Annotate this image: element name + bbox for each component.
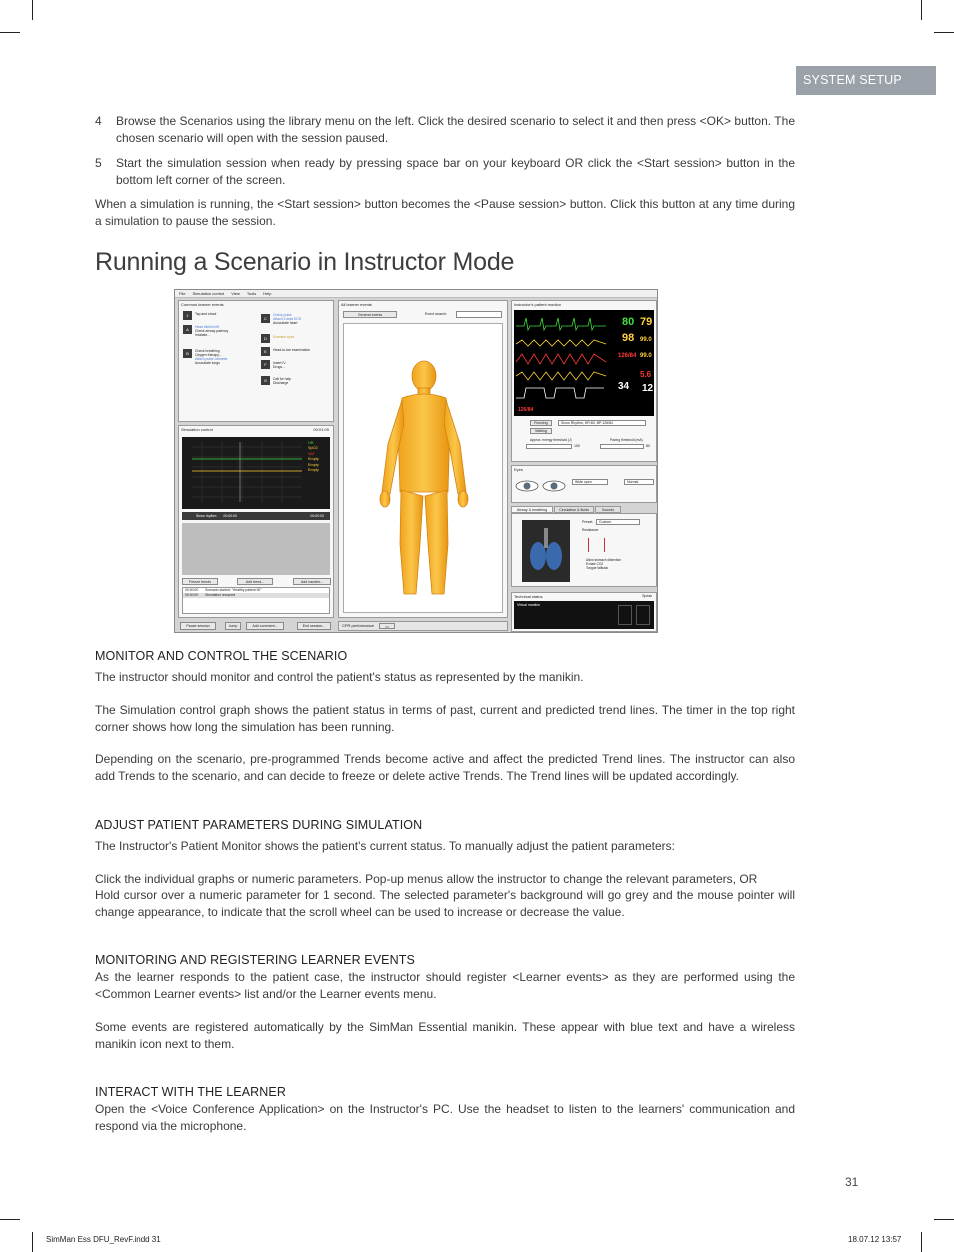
tab-circulation-fluids[interactable]: Circulation & fluids: [554, 506, 594, 513]
tech-status-value: Virtual manikin: [517, 603, 540, 607]
step-item: [95, 155, 799, 188]
pacing-slider[interactable]: [600, 444, 644, 449]
crop-mark: [32, 1232, 33, 1252]
lungs-icon: [522, 520, 570, 582]
footer-timestamp: 18.07.12 13:57: [848, 1235, 902, 1244]
preset-select[interactable]: Custom: [596, 519, 640, 525]
resistance-controls[interactable]: [582, 534, 612, 554]
event-label[interactable]: Discharge: [273, 381, 289, 385]
simulation-control-pane: [178, 425, 334, 618]
event-key: A: [183, 325, 192, 334]
tab-sounds[interactable]: Sounds: [595, 506, 621, 513]
rhythm-field[interactable]: Sinus Rhythm, HR:80, BP:126/84: [558, 420, 646, 426]
pane-title: Technical status: [514, 594, 543, 599]
event-key: C: [261, 314, 270, 323]
crop-mark: [921, 0, 922, 20]
event-key: E: [261, 347, 270, 356]
pause-session-button[interactable]: Pause session: [180, 622, 216, 630]
step-text: Start the simulation session when ready by pressing space bar on your keyboard OR click the <Start session> button in the bottom left corner of the screen.: [116, 156, 799, 187]
paragraph: Depending on the scenario, pre-programmed Trends become active and affect the predicted Trend lines. The instructor can also add Trends to the scenario, and can decide to freeze or delete active Trends. The Trend lines will be updated accordingly.: [95, 752, 795, 783]
crop-mark: [0, 32, 20, 33]
cpr-label: CPR performance: [342, 623, 375, 628]
trend-time: 00:00:00: [310, 514, 324, 518]
paragraph: The Instructor's Patient Monitor shows the patient's current status. To manually adjust the patient parameters:: [95, 839, 675, 853]
trend-bar[interactable]: [182, 512, 330, 520]
event-log: [182, 587, 330, 614]
body-area[interactable]: [343, 323, 503, 613]
vital-value[interactable]: 98: [622, 332, 635, 344]
energy-label: Approx. energy threshold (J): [530, 438, 572, 442]
cpr-expand-button[interactable]: >>: [379, 623, 395, 629]
trend-name: Sinus rhythm: [196, 514, 217, 518]
menu-item[interactable]: Simulation control: [192, 291, 225, 296]
paragraph: Click the individual graphs or numeric parameters. Pop-up menus allow the instructor to change the relevant parameters, OR: [95, 872, 758, 886]
event-label[interactable]: Drugs...: [273, 365, 285, 369]
end-session-button[interactable]: End session...: [297, 622, 331, 630]
event-label[interactable]: Call for help: [273, 377, 292, 381]
vital-value[interactable]: 99.0: [640, 337, 652, 343]
step-number: 4: [95, 114, 102, 128]
general-events-button[interactable]: General events: [343, 311, 397, 318]
footer-filename: SimMan Ess DFU_RevF.indd 31: [46, 1235, 161, 1244]
menu-item[interactable]: Tools: [246, 291, 257, 296]
log-text: Scenario started: "Healthy patient 30": [205, 588, 262, 592]
event-key: G: [261, 376, 270, 385]
event-label[interactable]: Intubate...: [195, 333, 211, 337]
manikin-status-icon: [618, 605, 632, 625]
crop-mark: [921, 1232, 922, 1252]
event-label[interactable]: Auscultate heart: [273, 321, 298, 325]
section-heading: MONITOR AND CONTROL THE SCENARIO: [95, 649, 348, 663]
event-search-input[interactable]: [456, 311, 502, 318]
menu-item[interactable]: File: [179, 291, 186, 296]
waiting-button[interactable]: Waiting: [530, 428, 552, 434]
vital-value[interactable]: 126/84: [618, 353, 637, 359]
trend-graph[interactable]: [182, 437, 330, 509]
event-key: B: [183, 349, 192, 358]
event-key: F: [261, 360, 270, 369]
event-label[interactable]: Head-to-toe examination: [273, 348, 311, 352]
step-item: [95, 113, 799, 146]
technical-status-pane: [511, 592, 657, 632]
trend-label: HR: [308, 441, 314, 445]
tab-airway-breathing[interactable]: Airway & breathing: [511, 506, 553, 513]
event-key: 1: [183, 311, 192, 320]
instructor-app-screenshot: [174, 289, 658, 633]
event-label[interactable]: Auscultate lungs: [195, 361, 220, 365]
pane-title: Simulation control: [181, 427, 213, 432]
event-label[interactable]: Check breathing: [195, 349, 220, 353]
pane-title: Eyes: [514, 467, 523, 472]
event-label[interactable]: Check airway patency: [195, 329, 229, 333]
common-events-pane: [178, 300, 334, 422]
add-handler-button[interactable]: Add handler...: [293, 578, 331, 585]
add-trend-button[interactable]: Add trend...: [237, 578, 273, 585]
trend-time: 00:00:00: [223, 514, 238, 518]
event-label[interactable]: Oxygen therapy...: [195, 353, 222, 357]
section-badge: SYSTEM SETUP: [796, 66, 936, 95]
patient-monitor-pane: [511, 300, 657, 462]
vital-value[interactable]: 80: [622, 316, 635, 328]
event-label[interactable]: Tap and shout: [195, 312, 217, 316]
preset-label: Preset:: [582, 520, 594, 524]
event-label[interactable]: Attach pulse oximeter: [195, 357, 228, 361]
simulation-timer: 00:01:09: [313, 427, 329, 432]
airway-check[interactable]: Tongue fallback: [586, 566, 609, 570]
airway-check[interactable]: Allow stomach distention: [586, 558, 622, 562]
manikin-figure[interactable]: [344, 324, 502, 612]
intro-paragraph: When a simulation is running, the <Start session> button becomes the <Pause session> button. Click this button at any time during a simulation to pause the session.: [95, 197, 795, 228]
pacing-value[interactable]: 80: [646, 444, 650, 448]
vital-value[interactable]: 12: [642, 383, 654, 394]
eyes-select[interactable]: Wide open: [572, 479, 608, 485]
running-button[interactable]: Running: [530, 420, 552, 426]
jump-button[interactable]: Jump: [225, 622, 241, 630]
event-key: D: [261, 334, 270, 343]
paragraph: As the learner responds to the patient case, the instructor should register <Learner events> as they are performed using the <Common Learner events> list and/or the Learner events menu.: [95, 970, 795, 1001]
paragraph: The instructor should monitor and control the patient's status as represented by the manikin.: [95, 670, 584, 684]
crop-mark: [32, 0, 33, 20]
tech-status-display: [514, 601, 654, 629]
section-heading: ADJUST PATIENT PARAMETERS DURING SIMULATION: [95, 818, 423, 832]
log-time: 00:00:00: [185, 588, 199, 592]
pane-title: Common learner events: [181, 302, 224, 307]
crop-mark: [0, 1219, 20, 1220]
page-number: 31: [845, 1175, 859, 1189]
crop-mark: [934, 32, 954, 33]
energy-slider[interactable]: [526, 444, 572, 449]
airway-check[interactable]: Exhale CO2: [586, 562, 604, 566]
eyes-icon[interactable]: [514, 475, 568, 495]
menu-bar: [175, 290, 657, 298]
lungs-image: [522, 520, 570, 582]
pupil-select[interactable]: Normal: [624, 479, 654, 485]
trend-area: [182, 523, 330, 575]
page-title: Running a Scenario in Instructor Mode: [95, 248, 515, 276]
pane-title: Instructor's patient monitor: [514, 302, 562, 307]
section-heading: INTERACT WITH THE LEARNER: [95, 1085, 286, 1099]
pacing-label: Pacing threshold (mA): [610, 438, 643, 442]
trend-label: Empty: [308, 462, 319, 467]
add-comment-button[interactable]: Add comment...: [246, 622, 284, 630]
event-label[interactable]: Examine eyes: [273, 335, 295, 339]
paragraph: Open the <Voice Conference Application> on the Instructor's PC. Use the headset to listen to the learners' communication and respond via the microphone.: [95, 1102, 795, 1133]
crop-mark: [934, 1219, 954, 1220]
pane-title: All learner events: [341, 302, 372, 307]
event-label[interactable]: Insert IV: [273, 361, 286, 365]
event-label[interactable]: Attach 3-lead ECG: [273, 317, 302, 321]
connection-status-icon: [636, 605, 650, 625]
paragraph: Hold cursor over a numeric parameter for 1 second. The selected parameter's background will go grey and the mouse pointer will change appearance, to indicate that the scroll wheel can be used to increase or decrease the value.: [95, 888, 795, 919]
vital-value[interactable]: 79: [640, 316, 653, 328]
vital-value[interactable]: 99.0: [640, 353, 652, 359]
log-text: Simulation resumed: [205, 593, 236, 597]
trend-label: Empty: [308, 468, 319, 473]
freeze-trends-button[interactable]: Freeze trends: [182, 578, 218, 585]
step-number: 5: [95, 156, 102, 170]
trend-label: SpO2: [308, 446, 318, 451]
event-label[interactable]: Head tilt/chin lift: [195, 325, 219, 329]
paragraph: Some events are registered automatically by the SimMan Essential manikin. These appear with blue text and have a wireless manikin icon next to them.: [95, 1020, 795, 1051]
trend-label: SAT: [308, 451, 316, 456]
vital-value[interactable]: 126/84: [518, 407, 534, 413]
speak-button[interactable]: Speak: [642, 594, 652, 598]
trend-label: Empty: [308, 457, 319, 462]
menu-item[interactable]: View: [231, 291, 240, 296]
event-search-label: Event search:: [425, 312, 447, 316]
event-label[interactable]: Check pulse: [273, 313, 292, 317]
section-heading: MONITORING AND REGISTERING LEARNER EVENTS: [95, 953, 415, 967]
cpr-bar: [338, 621, 508, 631]
resistance-label: Resistance: [582, 528, 599, 532]
paragraph: The Simulation control graph shows the patient status in terms of past, current and predicted trend lines. The timer in the top right corner shows how long the simulation has been running.: [95, 703, 795, 734]
menu-item[interactable]: Help: [263, 291, 272, 296]
log-time: 00:00:00: [185, 593, 199, 597]
energy-value[interactable]: 150: [574, 444, 580, 448]
vital-value[interactable]: 5.6: [640, 370, 652, 379]
eyes-pane: [511, 465, 657, 503]
learner-events-pane: [338, 300, 508, 618]
step-text: Browse the Scenarios using the library menu on the left. Click the desired scenario to select it and then press <OK> button. The chosen scenario will open with the session paused.: [116, 114, 799, 145]
patient-monitor-display[interactable]: [514, 310, 654, 416]
vital-value[interactable]: 34: [618, 381, 630, 392]
airway-pane: [511, 513, 657, 587]
